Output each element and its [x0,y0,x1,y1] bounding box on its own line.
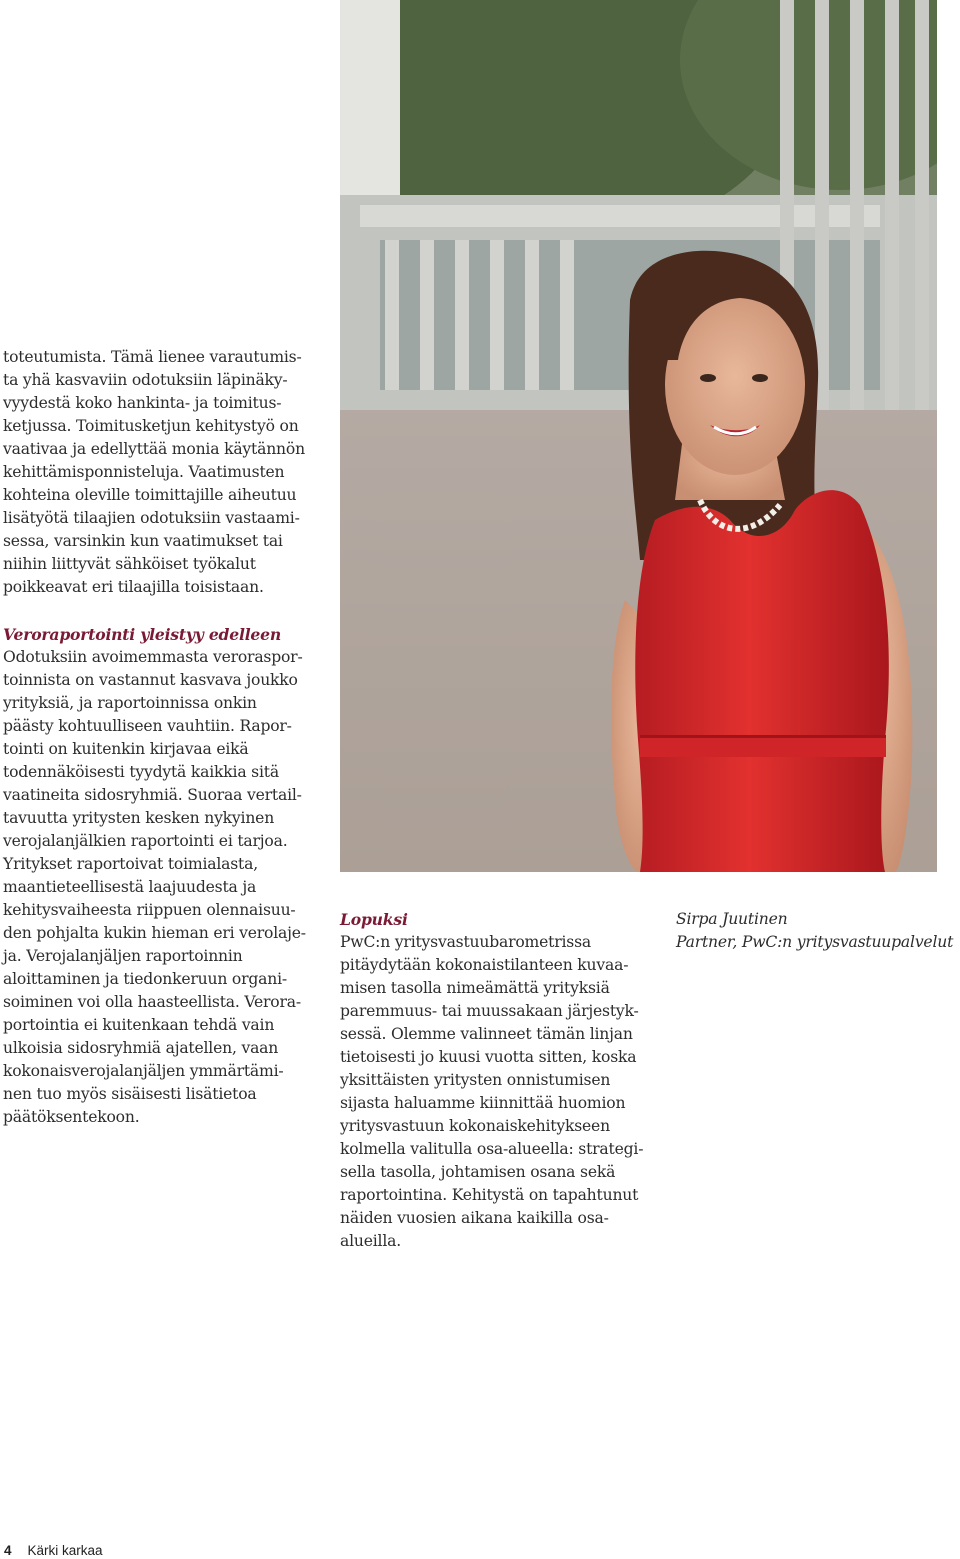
text-line: vyydestä koko hankinta- ja toimitus- [3,394,282,412]
text-line: ja. Verojalanjäljen raportoinnin [3,947,243,965]
text-line: kehittämisponnisteluja. Vaatimusten [3,463,285,481]
text-line: sessä. Olemme valinneet tämän linjan [340,1025,633,1043]
text-line: pitäydytään kokonaistilanteen kuvaa- [340,956,629,974]
section-heading: Veroraportointi yleistyy edelleen [3,625,282,644]
text-line: maantieteellisestä laajuudesta ja [3,878,257,896]
author-caption [676,908,960,954]
text-line: sijasta haluamme kiinnittää huomion [340,1094,626,1112]
text-line: yrityksiä, ja raportoinnissa onkin [3,694,257,712]
text-line: todennäköisesti tyydytä kaikkia sitä [3,763,279,781]
text-line: kehitysvaiheesta riippuen olennaisuu- [3,901,296,919]
text-line: portointia ei kuitenkaan tehdä vain [3,1016,275,1034]
section-body [3,646,323,1129]
publication-title: Kärki karkaa [27,1543,103,1558]
text-line: päätöksentekoon. [3,1108,140,1126]
text-line: poikkeavat eri tilaajilla toisistaan. [3,578,264,596]
text-line: lisätyötä tilaajien odotuksiin vastaami- [3,509,300,527]
text-line: ulkoisia sidosryhmiä ajatellen, vaan [3,1039,279,1057]
text-line: tointi on kuitenkin kirjavaa eikä [3,740,249,758]
section-tax-reporting [3,623,323,1129]
author-name: Sirpa Juutinen [676,910,788,928]
text-line: kolmella valitulla osa-alueella: strategi- [340,1140,644,1158]
section-conclusion [340,908,660,1253]
text-line: verojalanjälkien raportointi ei tarjoa. [3,832,288,850]
text-line: Odotuksiin avoimemmasta veroraspor- [3,648,303,666]
text-line: soiminen voi olla haasteellista. Verora- [3,993,301,1011]
text-line: Yritykset raportoivat toimialasta, [3,855,258,873]
text-line: ta yhä kasvaviin odotuksiin läpinäky- [3,371,288,389]
text-line: raportointina. Kehitystä on tapahtunut [340,1186,639,1204]
text-line: toinnista on vastannut kasvava joukko [3,671,298,689]
text-line: yritysvastuun kokonaiskehitykseen [340,1117,610,1135]
text-line: den pohjalta kukin hieman eri verolaje- [3,924,306,942]
author-role: Partner, PwC:n yritysvastuupalvelut [676,933,954,951]
text-line: nen tuo myös sisäisesti lisätietoa [3,1085,257,1103]
text-line: toteutumista. Tämä lienee varautumis- [3,348,302,366]
text-line: paremmuus- tai muussakaan järjestyk- [340,1002,639,1020]
text-line: yksittäisten yritysten onnistumisen [340,1071,611,1089]
author-photo [340,0,937,872]
text-line: kokonaisverojalanjäljen ymmärtämi- [3,1062,284,1080]
text-line: kohteina oleville toimittajille aiheutuu [3,486,297,504]
intro-paragraph [3,346,323,599]
page-footer [4,1543,103,1558]
text-line: vaativaa ja edellyttää monia käytännön [3,440,305,458]
text-line: PwC:n yritysvastuubarometrissa [340,933,591,951]
text-line: ketjussa. Toimitusketjun kehitystyö on [3,417,299,435]
text-line: näiden vuosien aikana kaikilla osa- [340,1209,609,1227]
text-line: tietoisesti jo kuusi vuotta sitten, koska [340,1048,637,1066]
text-line: sella tasolla, johtamisen osana sekä [340,1163,616,1181]
text-line: tavuutta yritysten kesken nykyinen [3,809,275,827]
conclusion-heading: Lopuksi [340,910,408,929]
text-line: misen tasolla nimeämättä yrityksiä [340,979,610,997]
text-line: aloittaminen ja tiedonkeruun organi- [3,970,287,988]
page-number: 4 [4,1543,12,1558]
conclusion-body [340,931,660,1253]
text-line: alueilla. [340,1232,401,1250]
text-line: päästy kohtuulliseen vauhtiin. Rapor- [3,717,292,735]
text-line: sessa, varsinkin kun vaatimukset tai [3,532,283,550]
text-line: vaatineita sidosryhmiä. Suoraa vertail- [3,786,302,804]
text-line: niihin liittyvät sähköiset työkalut [3,555,256,573]
